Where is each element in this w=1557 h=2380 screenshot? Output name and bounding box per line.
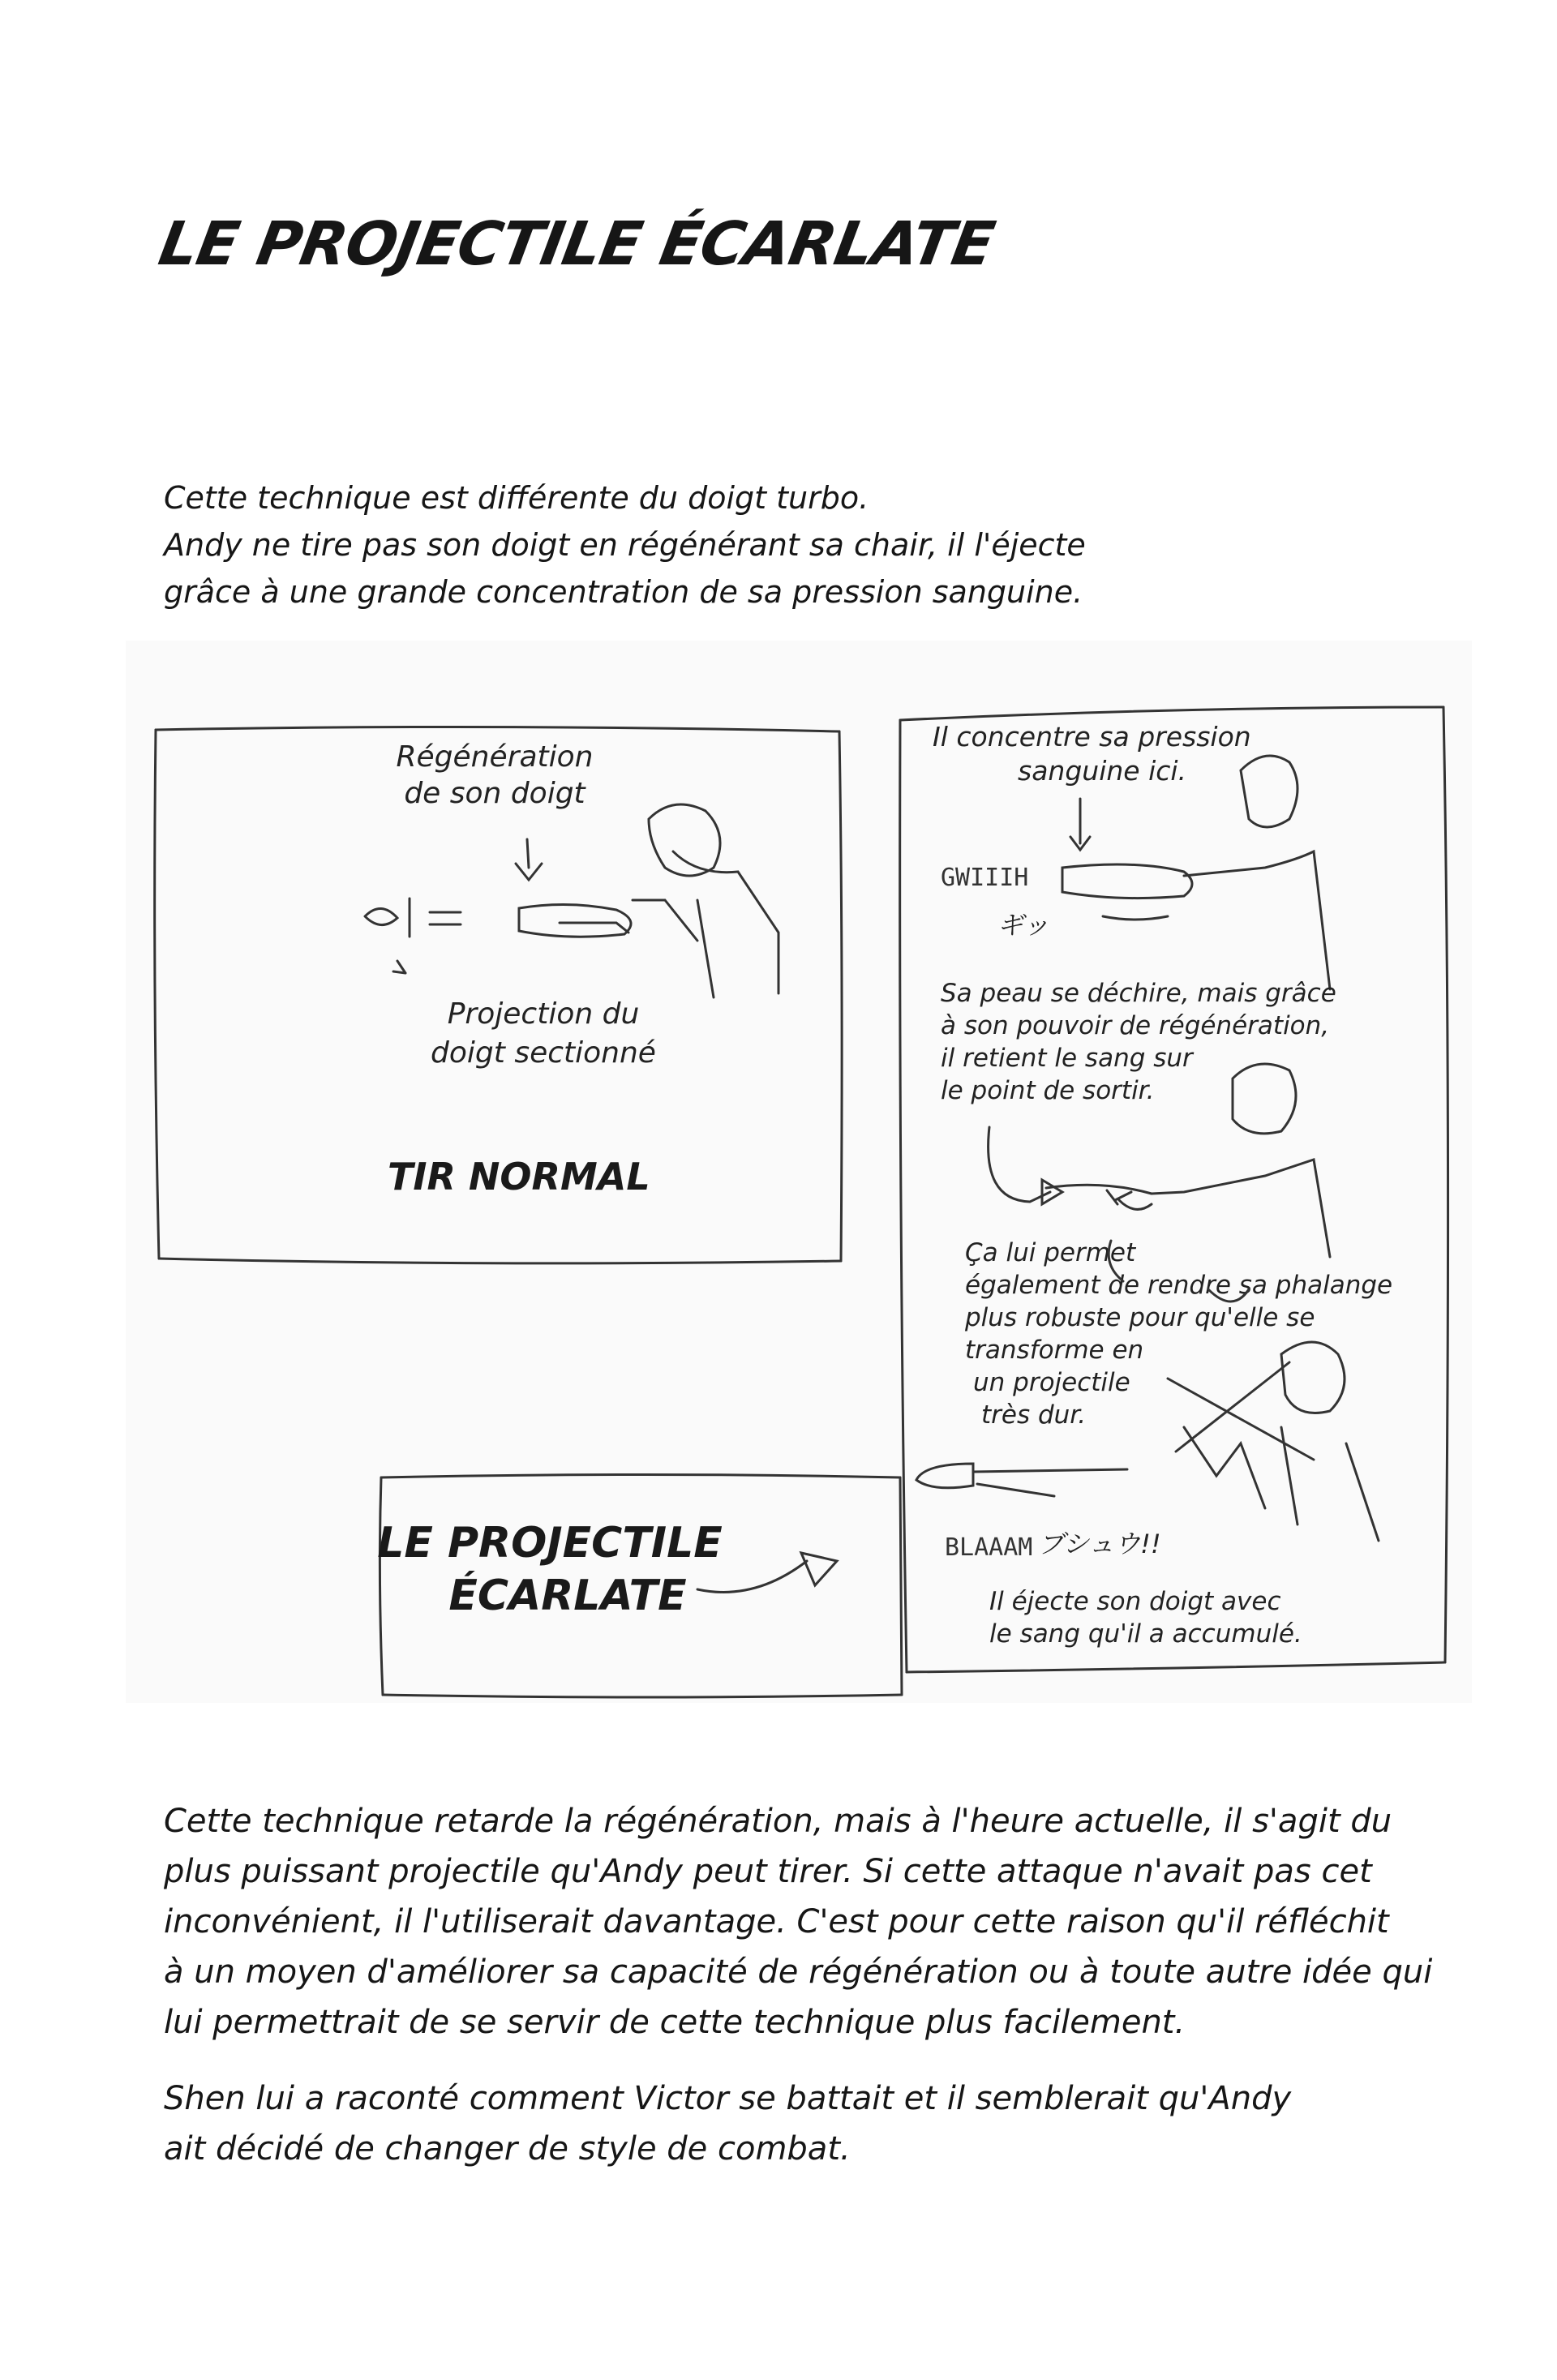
step3-line: également de rendre sa phalange <box>965 1271 1393 1300</box>
scarlet-caption-line: ÉCARLATE <box>448 1572 687 1620</box>
sfx-blaaam-jp: ブシュウ!! <box>1038 1529 1161 1559</box>
intro-line: Cette technique est différente du doigt turbo. <box>164 480 869 516</box>
step2-line: Sa peau se déchire, mais grâce <box>941 979 1336 1008</box>
step1-line: Il concentre sa pression <box>933 721 1251 753</box>
outro-line: à un moyen d'améliorer sa capacité de régénération ou à toute autre idée qui <box>164 1953 1433 1991</box>
step2-line: il retient le sang sur <box>941 1044 1193 1073</box>
step4-line: Il éjecte son doigt avec <box>989 1587 1281 1616</box>
page-title: LE PROJECTILE ÉCARLATE <box>153 209 999 279</box>
step4-line: le sang qu'il a accumulé. <box>989 1619 1302 1649</box>
step3-line: transforme en <box>965 1336 1144 1365</box>
step3-line: Ça lui permet <box>965 1238 1136 1267</box>
sfx-gwiiih: GWIIIH <box>941 864 1029 892</box>
step3-line: très dur. <box>981 1400 1087 1430</box>
step3-line: plus robuste pour qu'elle se <box>965 1303 1315 1332</box>
outro-line: Cette technique retarde la régénération, mais à l'heure actuelle, il s'agit du <box>164 1803 1392 1840</box>
paragraph-gap <box>164 2048 1429 2073</box>
step2-line: à son pouvoir de régénération, <box>941 1011 1330 1040</box>
outro-line: inconvénient, il l'utiliserait davantage. C'est pour cette raison qu'il réfléchit <box>164 1903 1389 1940</box>
intro-line: grâce à une grande concentration de sa pression sanguine. <box>164 574 1083 610</box>
sfx-gwiiih-jp: ギッ <box>997 910 1049 941</box>
step1-line: sanguine ici. <box>1018 755 1187 787</box>
scarlet-caption-line: LE PROJECTILE <box>377 1519 723 1567</box>
normal-shot-caption: TIR NORMAL <box>388 1155 650 1199</box>
step2-line: le point de sortir. <box>941 1076 1155 1105</box>
regen-label-line: Régénération <box>396 740 594 774</box>
intro-line: Andy ne tire pas son doigt en régénérant sa chair, il l'éjecte <box>164 527 1086 563</box>
regen-label-line: de son doigt <box>404 777 585 810</box>
projection-label-line: doigt sectionné <box>431 1036 656 1070</box>
outro-line: Shen lui a raconté comment Victor se battait et il semblerait qu'Andy <box>164 2080 1292 2117</box>
outro-section <box>164 1796 1433 2174</box>
projection-label-line: Projection du <box>447 997 640 1031</box>
outro-line: ait décidé de changer de style de combat. <box>164 2130 851 2168</box>
outro-line: lui permettrait de se servir de cette technique plus facilement. <box>164 2004 1186 2041</box>
sfx-blaaam: BLAAAM <box>945 1533 1033 1562</box>
step3-line: un projectile <box>973 1368 1130 1397</box>
outro-line: plus puissant projectile qu'Andy peut tirer. Si cette attaque n'avait pas cet <box>164 1853 1372 1890</box>
sketch-paper <box>126 641 1472 1703</box>
